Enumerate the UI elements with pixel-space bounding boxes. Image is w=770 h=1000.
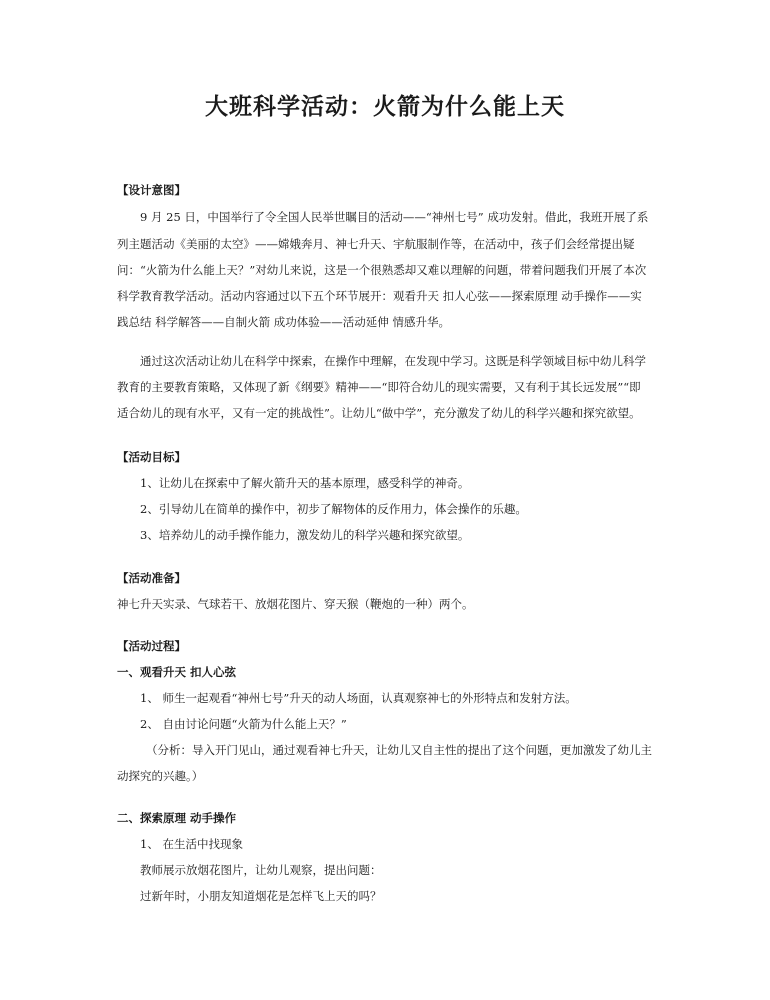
paragraph-line: 教育的主要教育策略，又体现了新《纲要》精神——“即符合幼儿的现实需要，又有利于其长远发展”“即	[117, 380, 641, 394]
goal-item: 2、引导幼儿在简单的操作中，初步了解物体的反作用力，体会操作的乐趣。	[140, 502, 527, 516]
paragraph-line: 列主题活动《美丽的太空》——嫦娥奔月、神七升天、宇航服制作等，在活动中，孩子们会经常提出疑	[117, 237, 635, 251]
document-title: 大班科学活动：火箭为什么能上天	[205, 93, 565, 120]
heading-activity-process: 【活动过程】	[117, 639, 186, 653]
paragraph-line: 9 月 25 日，中国举行了令全国人民举世瞩目的活动——“神州七号” 成功发射。借此，我班开展了系	[140, 210, 649, 224]
section-title: 一、观看升天 扣人心弦	[117, 665, 237, 679]
process-item: 教师展示放烟花图片，让幼儿观察，提出问题：	[140, 863, 382, 877]
paragraph-line: 适合幼儿的现有水平，又有一定的挑战性”。让幼儿“做中学”，充分激发了幼儿的科学兴趣和探究欲望。	[117, 406, 641, 420]
analysis-note: 动探究的兴趣。）	[117, 769, 204, 783]
paragraph-line: 通过这次活动让幼儿在科学中探索，在操作中理解，在发现中学习。这既是科学领域目标中幼儿科学	[140, 354, 646, 368]
process-item: 1、 师生一起观看“神州七号”升天的动人场面，认真观察神七的外形特点和发射方法。	[140, 691, 577, 705]
paragraph-line: 践总结 科学解答——自制火箭 成功体验——活动延伸 情感升华。	[117, 315, 450, 329]
goal-item: 1、让幼儿在探索中了解火箭升天的基本原理，感受科学的神奇。	[140, 476, 470, 490]
process-item: 过新年时，小朋友知道烟花是怎样飞上天的吗？	[140, 889, 382, 903]
heading-design-intent: 【设计意图】	[117, 183, 186, 197]
section-title: 二、探索原理 动手操作	[117, 811, 237, 825]
heading-activity-prep: 【活动准备】	[117, 571, 186, 585]
analysis-note: （分析：导入开门见山，通过观看神七升天，让幼儿又自主性的提出了这个问题，更加激发了幼儿主	[146, 743, 652, 757]
heading-activity-goals: 【活动目标】	[117, 450, 186, 464]
process-item: 1、 在生活中找现象	[140, 837, 243, 851]
goal-item: 3、培养幼儿的动手操作能力，激发幼儿的科学兴趣和探究欲望。	[140, 528, 470, 542]
process-item: 2、 自由讨论问题“火箭为什么能上天？”	[140, 717, 347, 731]
paragraph-line: 科学教育教学活动。活动内容通过以下五个环节展开：观看升天 扣人心弦——探索原理 动手操作——实	[117, 289, 642, 303]
paragraph-line: 问：“火箭为什么能上天？”对幼儿来说，这是一个很熟悉却又难以理解的问题，带着问题我们开展了本次	[117, 263, 647, 277]
prep-text: 神七升天实录、气球若干、放烟花图片、穿天猴（鞭炮的一种）两个。	[117, 597, 474, 611]
